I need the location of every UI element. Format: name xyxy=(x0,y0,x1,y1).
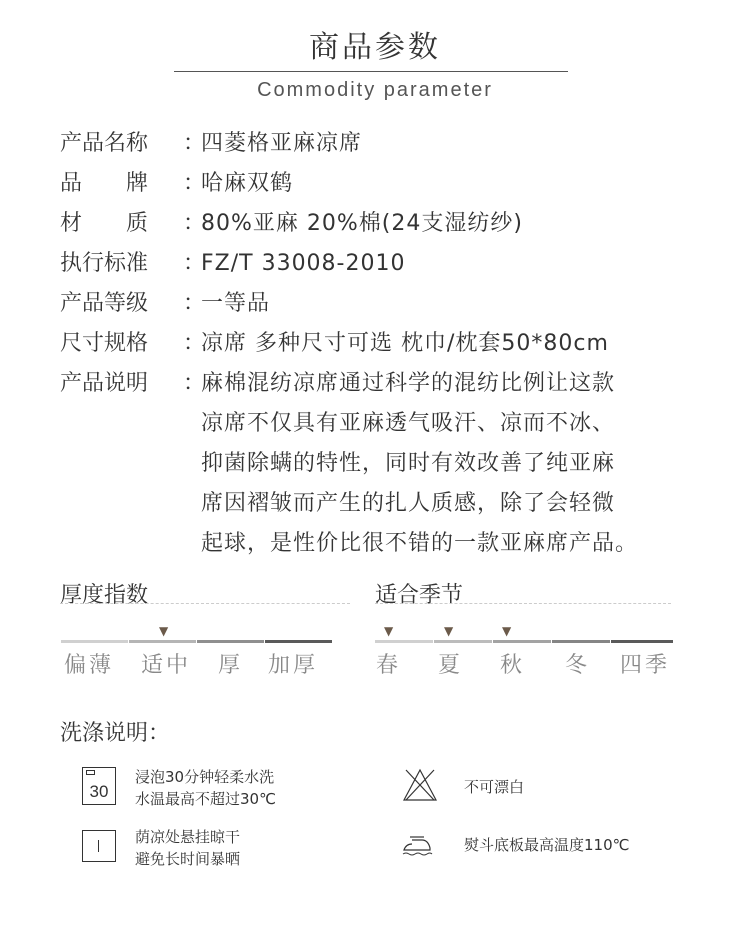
param-value: 麻棉混纺凉席通过科学的混纺比例让这款 xyxy=(201,371,616,396)
hang-line-icon xyxy=(98,840,99,852)
page-title: 商品参数 xyxy=(309,30,441,65)
param-value: 80%亚麻 20%棉(24支湿纺纱) xyxy=(201,211,523,236)
param-colon: ： xyxy=(183,171,206,196)
season-level-label: 四季 xyxy=(620,653,671,678)
washing-title: 洗涤说明： xyxy=(60,721,171,746)
wash-30-icon xyxy=(82,767,116,805)
season-level-label: 秋 xyxy=(500,653,526,678)
season-bar-segment xyxy=(611,640,673,643)
iron-instruction: 熨斗底板最高温度110℃ xyxy=(464,836,630,854)
param-value: 一等品 xyxy=(201,291,271,316)
page-subtitle: Commodity parameter xyxy=(257,79,493,101)
param-value: 哈麻双鹤 xyxy=(201,171,294,196)
season-bar-segment xyxy=(375,640,433,643)
thickness-bar-segment xyxy=(265,640,332,643)
season-level-label: 冬 xyxy=(565,653,591,678)
param-colon: ： xyxy=(183,331,206,356)
param-value: 凉席 多种尺寸可选 枕巾/枕套50*80cm xyxy=(201,331,609,356)
thickness-bar-segment xyxy=(129,640,196,643)
season-marker: ▼ xyxy=(384,624,394,638)
season-bar-segment xyxy=(493,640,551,643)
description-line: 凉席不仅具有亚麻透气吸汗、凉而不冰、 xyxy=(201,411,616,436)
thickness-level-label: 厚 xyxy=(218,653,244,678)
thickness-level-label: 加厚 xyxy=(268,653,319,678)
wash-dial-icon xyxy=(86,770,95,775)
dry-instruction xyxy=(135,826,240,870)
season-level-label: 夏 xyxy=(438,653,464,678)
thickness-marker: ▼ xyxy=(159,624,169,638)
wash-temp-text: 30 xyxy=(89,782,109,801)
season-marker: ▼ xyxy=(502,624,512,638)
param-colon: ： xyxy=(183,291,206,316)
wash-instruction-line: 水温最高不超过30℃ xyxy=(135,790,276,808)
description-line: 席因褶皱而产生的扎人质感，除了会轻微 xyxy=(201,491,616,516)
description-line: 起球，是性价比很不错的一款亚麻席产品。 xyxy=(201,531,639,556)
param-label: 材 质 xyxy=(60,211,149,236)
season-level-label: 春 xyxy=(376,653,402,678)
bleach-instruction: 不可漂白 xyxy=(464,778,525,796)
thickness-title: 厚度指数 xyxy=(60,583,149,608)
param-label: 执行标准 xyxy=(60,251,149,276)
param-colon: ： xyxy=(183,211,206,236)
thickness-bar-segment xyxy=(61,640,128,643)
dry-instruction-line: 避免长时间暴晒 xyxy=(135,850,241,868)
thickness-divider xyxy=(60,603,350,604)
no-bleach-icon xyxy=(402,768,438,802)
wash-instruction-line: 浸泡30分钟轻柔水洗 xyxy=(135,768,275,786)
param-colon: ： xyxy=(183,371,206,396)
thickness-level-label: 适中 xyxy=(141,653,192,678)
title-divider xyxy=(174,71,568,72)
param-label: 产品等级 xyxy=(60,291,149,316)
param-label: 尺寸规格 xyxy=(60,331,149,356)
param-label: 产品说明 xyxy=(60,371,149,396)
iron-icon xyxy=(400,832,434,858)
season-marker: ▼ xyxy=(444,624,454,638)
thickness-level-label: 偏薄 xyxy=(64,653,115,678)
param-value: FZ/T 33008-2010 xyxy=(201,251,406,276)
wash-instruction xyxy=(135,766,276,810)
param-label: 品 牌 xyxy=(60,171,149,196)
param-colon: ： xyxy=(183,131,206,156)
dry-instruction-line: 荫凉处悬挂晾干 xyxy=(135,828,241,846)
season-title: 适合季节 xyxy=(375,583,464,608)
thickness-bar-segment xyxy=(197,640,264,643)
description-line: 抑菌除螨的特性，同时有效改善了纯亚麻 xyxy=(201,451,616,476)
param-colon: ： xyxy=(183,251,206,276)
line-dry-shade-icon xyxy=(82,830,116,862)
param-label: 产品名称 xyxy=(60,131,149,156)
season-bar-segment xyxy=(434,640,492,643)
season-divider xyxy=(375,603,671,604)
season-bar-segment xyxy=(552,640,610,643)
param-value: 四菱格亚麻凉席 xyxy=(201,131,363,156)
